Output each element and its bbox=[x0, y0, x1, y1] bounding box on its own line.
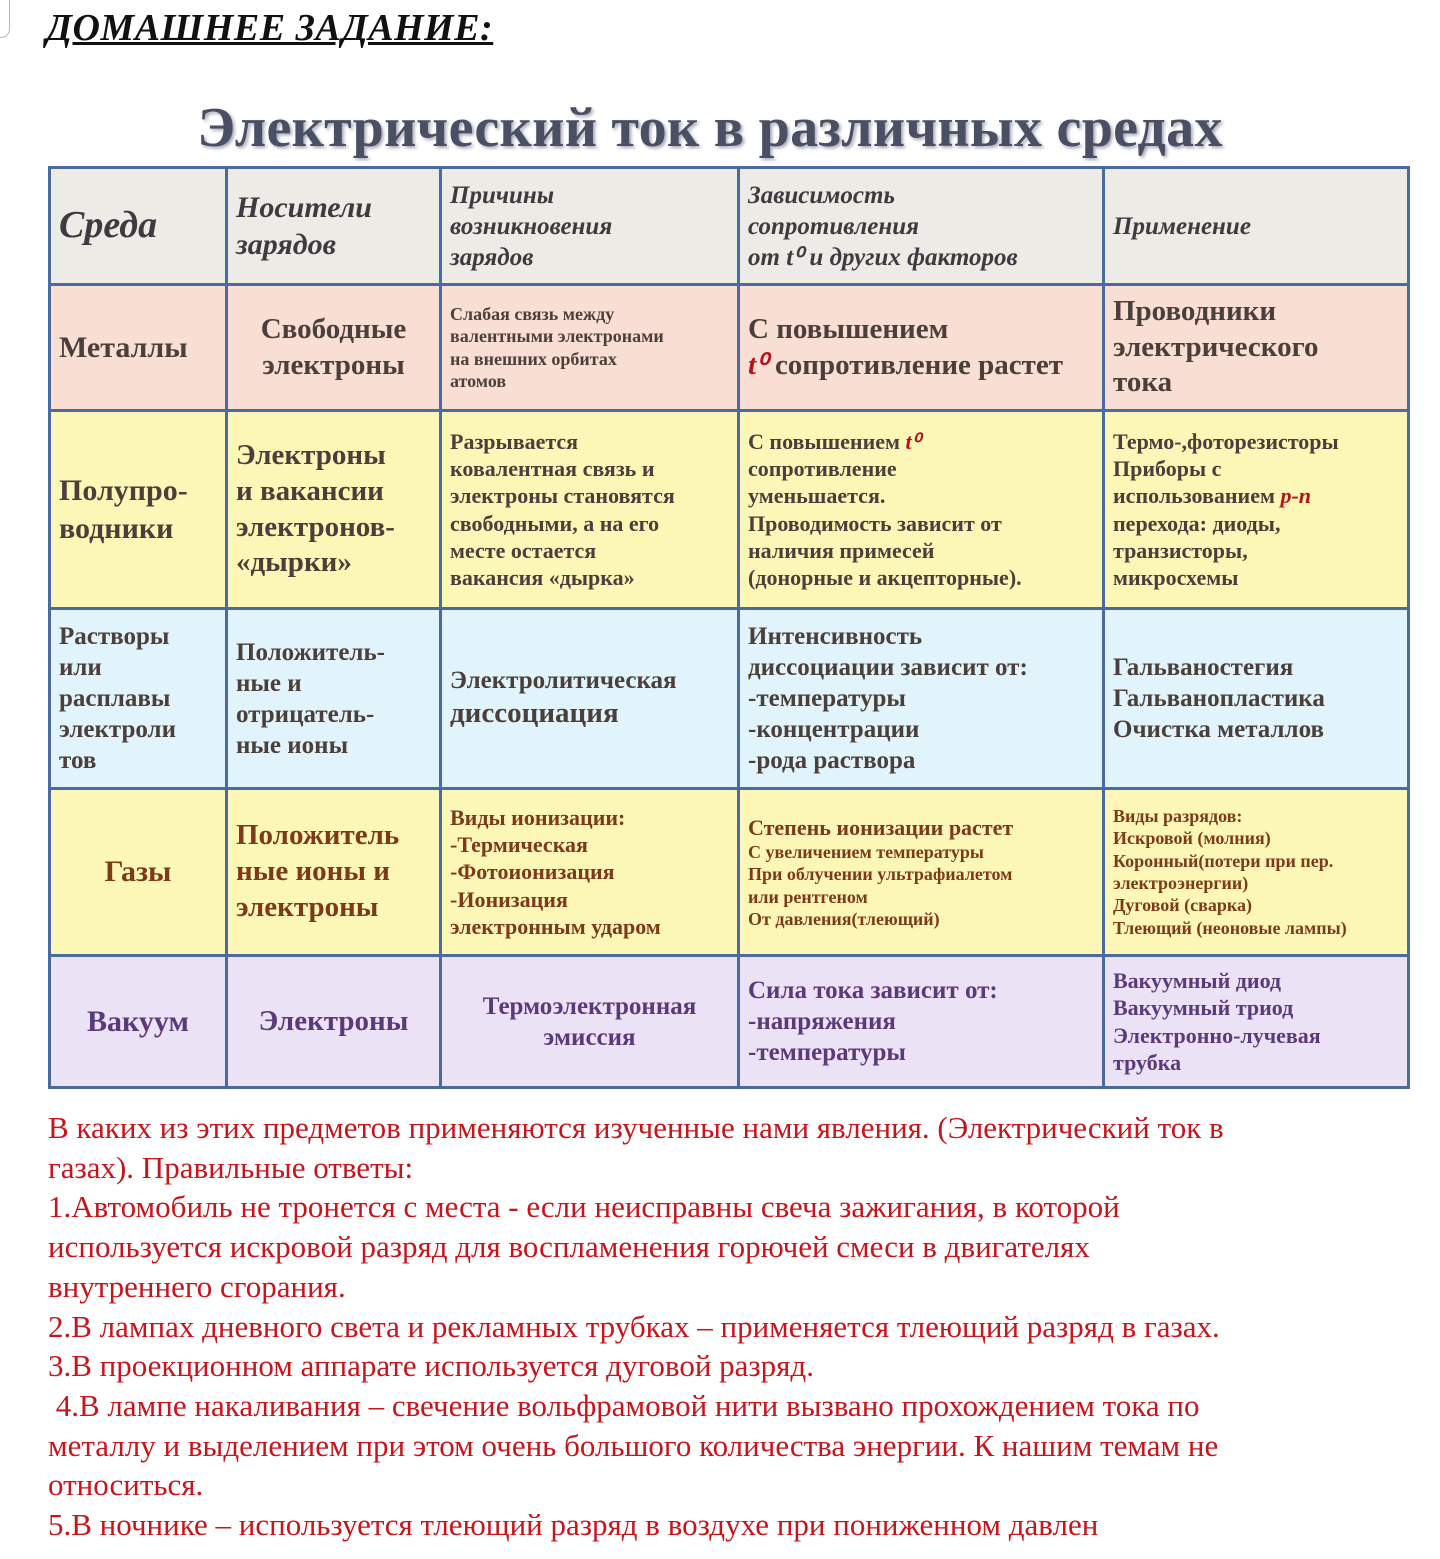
header-causes: Причины возникновения зарядов bbox=[441, 168, 739, 285]
gases-medium: Газы bbox=[50, 789, 227, 956]
table-title: Электрический ток в различных средах bbox=[197, 97, 1223, 159]
answers-line: В каких из этих предметов применяются изученные нами явления. (Электрический ток в bbox=[48, 1110, 1224, 1145]
answers-line: 4.В лампе накаливания – свечение вольфрамовой нити вызвано прохождением тока по bbox=[48, 1387, 1200, 1423]
header-application: Применение bbox=[1104, 168, 1409, 285]
metals-medium: Металлы bbox=[50, 285, 227, 411]
metals-dependence: С повышением t⁰ сопротивление растет bbox=[739, 285, 1104, 411]
page-corner-mark bbox=[0, 0, 10, 38]
row-vacuum bbox=[50, 956, 1409, 1088]
answers-line: газах). Правильные ответы: bbox=[48, 1149, 414, 1185]
solutions-application: Гальваностегия Гальванопластика Очистка металлов bbox=[1104, 609, 1409, 789]
header-medium: Среда bbox=[50, 168, 227, 285]
gases-causes: Виды ионизации: -Термическая -Фотоионизация -Ионизация электронным ударом bbox=[441, 789, 739, 956]
solutions-causes: Электролитическая диссоциация bbox=[441, 609, 739, 789]
row-semiconductors bbox=[50, 411, 1409, 609]
semiconductors-medium: Полупро- водники bbox=[50, 411, 227, 609]
header-dependence: Зависимость сопротивления от t⁰ и других факторов bbox=[739, 168, 1104, 285]
answers-line: внутреннего сгорания. bbox=[48, 1268, 346, 1304]
vacuum-medium: Вакуум bbox=[50, 956, 227, 1088]
homework-heading: ДОМАШНЕЕ ЗАДАНИЕ: bbox=[46, 7, 494, 49]
solutions-carriers: Положитель- ные и отрицатель- ные ионы bbox=[227, 609, 441, 789]
answers-text bbox=[48, 1108, 1388, 1545]
vacuum-causes: Термоэлектронная эмиссия bbox=[441, 956, 739, 1088]
gases-carriers: Положитель ные ионы и электроны bbox=[227, 789, 441, 956]
pn-junction-label: p-n bbox=[1280, 483, 1312, 509]
semiconductors-causes: Разрывается ковалентная связь и электроны становятся свободными, а на его месте остается вакансия «дырка» bbox=[441, 411, 739, 609]
answers-line: относиться. bbox=[48, 1467, 204, 1503]
row-metals bbox=[50, 285, 1409, 411]
semiconductors-carriers: Электроны и вакансии электронов- «дырки» bbox=[227, 411, 441, 609]
metals-application: Проводники электрического тока bbox=[1104, 285, 1409, 411]
answers-line: 3.В проекционном аппарате используется дуговой разряд. bbox=[48, 1348, 814, 1384]
vacuum-application: Вакуумный диод Вакуумный триод Электронно-лучевая трубка bbox=[1104, 956, 1409, 1088]
row-gases bbox=[50, 789, 1409, 956]
answers-line: 2.В лампах дневного света и рекламных трубках – применяется тлеющий разряд в газах. bbox=[48, 1308, 1220, 1344]
header-carriers: Носители зарядов bbox=[227, 168, 441, 285]
answers-line: используется искровой разряд для воспламенения горючей смеси в двигателях bbox=[48, 1229, 1090, 1265]
semiconductors-dependence: С повышением t⁰ сопротивление уменьшается. Проводимость зависит от наличия примесей (донорные и акцепторные). bbox=[739, 411, 1104, 609]
gases-application: Виды разрядов: Искровой (молния) Коронный(потери при пер. электроэнергии) Дуговой (сварка) Тлеющий (неоновые лампы) bbox=[1104, 789, 1409, 956]
temperature-symbol: t⁰ bbox=[905, 428, 921, 454]
header-row bbox=[50, 168, 1409, 285]
answers-line: металлу и выделением при этом очень большого количества энергии. К нашим темам не bbox=[48, 1427, 1219, 1463]
vacuum-dependence: Сила тока зависит от: -напряжения -температуры bbox=[739, 956, 1104, 1088]
electric-current-table bbox=[48, 166, 1410, 1089]
answers-line: 5.В ночнике – используется тлеющий разряд в воздухе при пониженном давлен bbox=[48, 1507, 1099, 1543]
gases-dependence: Степень ионизации растет С увеличением температуры При облучении ультрафиалетом или рентгеном От давления(тлеющий) bbox=[739, 789, 1104, 956]
vacuum-carriers: Электроны bbox=[227, 956, 441, 1088]
semiconductors-application: Термо-,фоторезисторы Приборы с использованием p-n перехода: диоды, транзисторы, микросхемы bbox=[1104, 411, 1409, 609]
solutions-dependence: Интенсивность диссоциации зависит от: -температуры -концентрации -рода раствора bbox=[739, 609, 1104, 789]
metals-carriers: Свободные электроны bbox=[227, 285, 441, 411]
row-solutions bbox=[50, 609, 1409, 789]
metals-causes: Слабая связь между валентными электронами на внешних орбитах атомов bbox=[441, 285, 739, 411]
temperature-symbol: t⁰ bbox=[748, 348, 768, 381]
solutions-medium: Растворы или расплавы электроли тов bbox=[50, 609, 227, 789]
answers-line: 1.Автомобиль не тронется с места - если неисправны свеча зажигания, в которой bbox=[48, 1189, 1120, 1225]
